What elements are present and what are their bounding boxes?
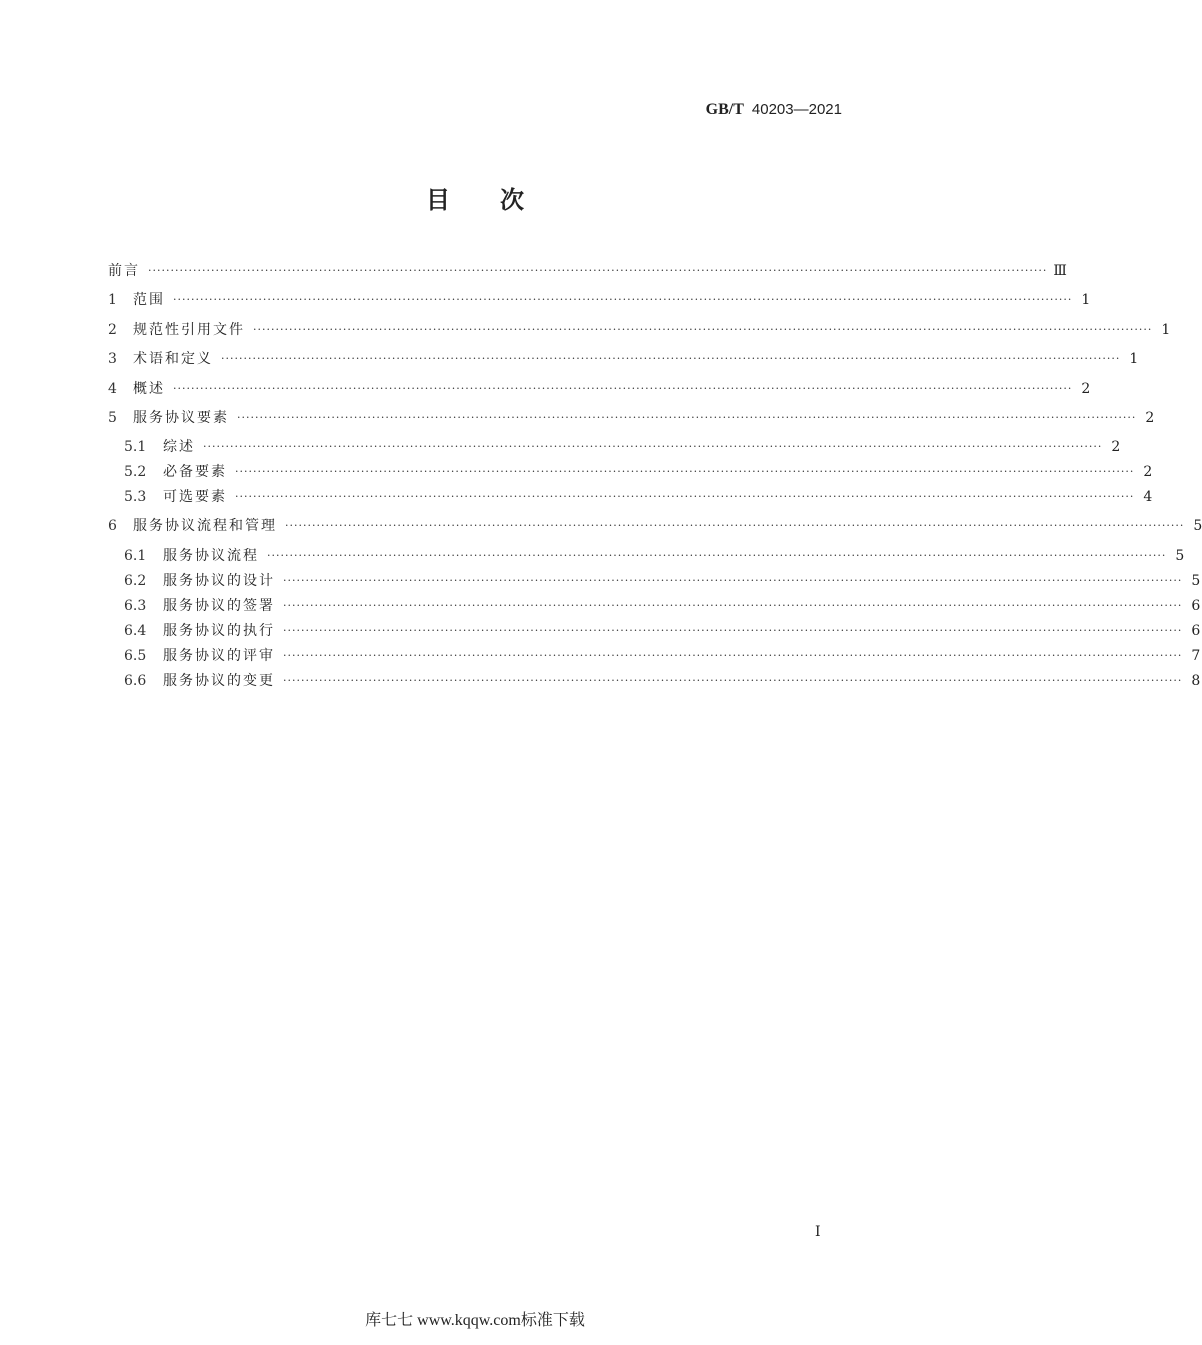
toc-entry-title: 服务协议的变更 xyxy=(163,673,275,689)
toc-entry-title: 概述 xyxy=(133,381,165,397)
toc-entry-title: 服务协议要素 xyxy=(133,410,229,426)
toc-entry-page: 6 xyxy=(1191,623,1201,639)
toc-entry-title: 范围 xyxy=(133,292,165,308)
toc-entry-number: 5.2 xyxy=(124,464,147,480)
toc-entry-title: 前言 xyxy=(108,263,140,279)
toc-entry[interactable] xyxy=(124,546,1185,566)
toc-entry[interactable] xyxy=(124,462,1153,482)
toc-entry-page: 1 xyxy=(1081,292,1091,308)
toc-entry-number: 4 xyxy=(108,381,117,397)
toc-entry-page: 2 xyxy=(1143,464,1153,480)
toc-leader-dots: ········································································································································································································ xyxy=(237,411,1137,424)
toc-entry-title: 可选要素 xyxy=(163,489,227,505)
toc-leader-dots: ········································································································································································································ xyxy=(173,293,1073,306)
toc-entry-page: 6 xyxy=(1191,598,1201,614)
toc-entry-title: 必备要素 xyxy=(163,464,227,480)
toc-entry-page: 5 xyxy=(1175,548,1185,564)
page-title: 目次 xyxy=(426,185,574,214)
toc-leader-dots: ········································································································································································································ xyxy=(267,549,1167,562)
toc-entry-title: 规范性引用文件 xyxy=(133,322,245,338)
toc-entry[interactable] xyxy=(108,320,1171,340)
toc-entry-page: Ⅲ xyxy=(1053,263,1067,279)
toc-leader-dots: ········································································································································································································ xyxy=(283,574,1183,587)
toc-leader-dots: ········································································································································································································ xyxy=(173,382,1073,395)
toc-entry-number: 6.1 xyxy=(124,548,147,564)
toc-entry-page: 7 xyxy=(1191,648,1201,664)
toc-entry-page: 1 xyxy=(1161,322,1171,338)
toc-entry-number: 5.3 xyxy=(124,489,147,505)
toc-entry-title: 服务协议的执行 xyxy=(163,623,275,639)
toc-entry[interactable] xyxy=(108,379,1091,399)
toc-leader-dots: ········································································································································································································ xyxy=(253,323,1153,336)
toc-entry-page: 1 xyxy=(1129,351,1139,367)
toc-entry[interactable] xyxy=(108,261,1067,281)
toc-entry-page: 4 xyxy=(1143,489,1153,505)
page-number: I xyxy=(815,1224,821,1240)
toc-entry-page: 5 xyxy=(1193,518,1202,534)
toc-entry-page: 2 xyxy=(1145,410,1155,426)
toc-leader-dots: ········································································································································································································ xyxy=(235,490,1135,503)
toc-entry-page: 5 xyxy=(1191,573,1201,589)
toc-entry[interactable] xyxy=(108,349,1139,369)
toc-entry-number: 6.4 xyxy=(124,623,147,639)
toc-entry-number: 6.6 xyxy=(124,673,147,689)
toc-entry[interactable] xyxy=(108,408,1155,428)
toc-entry-number: 6 xyxy=(108,518,117,534)
toc-entry[interactable] xyxy=(124,487,1153,507)
toc-entry[interactable] xyxy=(124,437,1121,457)
toc-entry[interactable] xyxy=(108,516,1202,536)
toc-entry-number: 2 xyxy=(108,322,117,338)
standard-prefix: GB/T xyxy=(705,101,744,118)
toc-entry[interactable] xyxy=(124,571,1201,591)
toc-leader-dots: ········································································································································································································ xyxy=(283,599,1183,612)
toc-entry-page: 2 xyxy=(1111,439,1121,455)
toc-entry-title: 服务协议流程 xyxy=(163,548,259,564)
toc-entry-number: 6.5 xyxy=(124,648,147,664)
toc-entry-number: 6.2 xyxy=(124,573,147,589)
toc-leader-dots: ········································································································································································································ xyxy=(148,264,1048,277)
toc-entry-title: 服务协议的设计 xyxy=(163,573,275,589)
toc-leader-dots: ········································································································································································································ xyxy=(283,624,1183,637)
toc-entry-number: 1 xyxy=(108,292,117,308)
toc-leader-dots: ········································································································································································································ xyxy=(283,674,1183,687)
toc-entry-number: 3 xyxy=(108,351,117,367)
toc-entry[interactable] xyxy=(108,290,1091,310)
toc-leader-dots: ········································································································································································································ xyxy=(235,465,1135,478)
toc-entry-title: 服务协议流程和管理 xyxy=(133,518,277,534)
toc-entry-number: 5.1 xyxy=(124,439,147,455)
toc-leader-dots: ········································································································································································································ xyxy=(221,352,1121,365)
toc-entry-page: 2 xyxy=(1081,381,1091,397)
footer-watermark: 库七七 www.kqqw.com标准下载 xyxy=(365,1312,585,1329)
toc-leader-dots: ········································································································································································································ xyxy=(285,519,1185,532)
toc-entry-number: 5 xyxy=(108,410,117,426)
toc-leader-dots: ········································································································································································································ xyxy=(283,649,1183,662)
toc-entry[interactable] xyxy=(124,646,1201,666)
toc-entry-title: 服务协议的评审 xyxy=(163,648,275,664)
toc-entry-number: 6.3 xyxy=(124,598,147,614)
toc-entry[interactable] xyxy=(124,621,1201,641)
toc-entry-page: 8 xyxy=(1191,673,1201,689)
toc-entry-title: 综述 xyxy=(163,439,195,455)
toc-leader-dots: ········································································································································································································ xyxy=(203,440,1103,453)
toc-entry[interactable] xyxy=(124,671,1201,691)
toc-entry-title: 术语和定义 xyxy=(133,351,213,367)
standard-number xyxy=(706,100,842,119)
toc-entry-title: 服务协议的签署 xyxy=(163,598,275,614)
standard-code: 40203—2021 xyxy=(751,101,842,118)
toc-entry[interactable] xyxy=(124,596,1201,616)
